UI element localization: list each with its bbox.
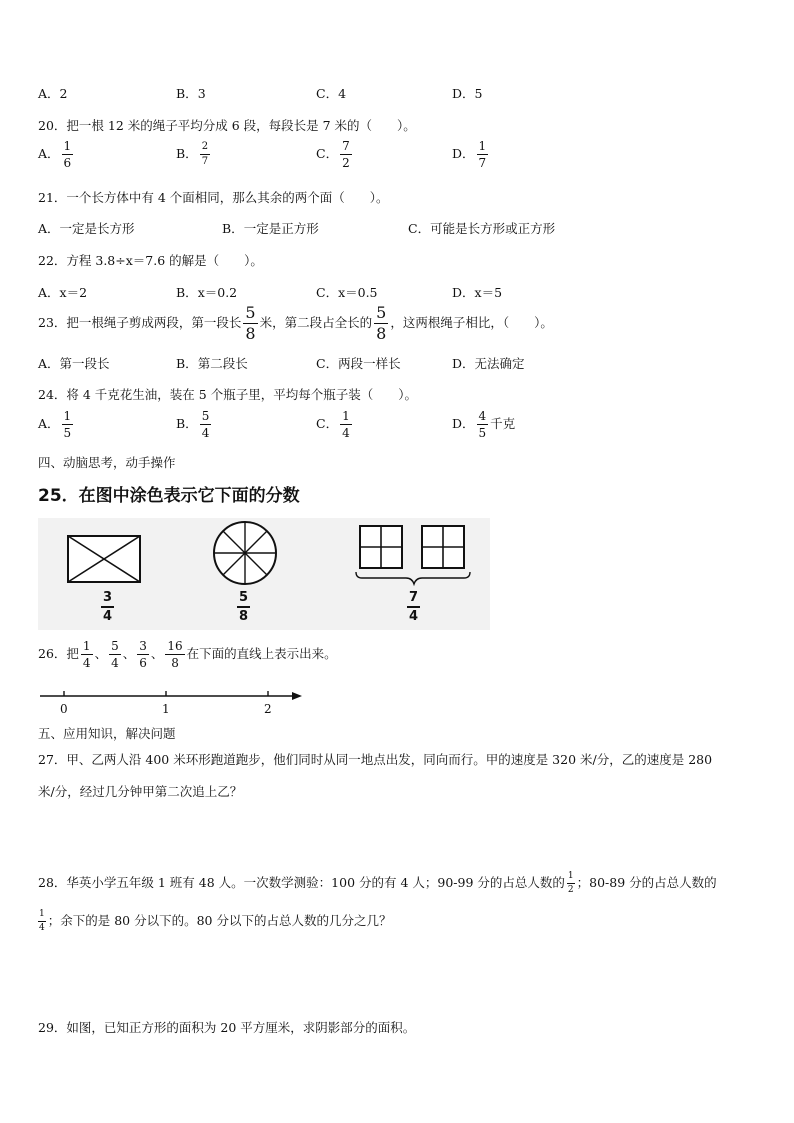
option-text: 两段一样长 <box>338 356 401 371</box>
numerator: 1 <box>567 872 575 884</box>
brace <box>356 572 470 584</box>
question-text: 米，第二段占全长的 <box>259 315 373 330</box>
option-letter: A． <box>38 86 60 101</box>
option-unit: 千克 <box>490 416 516 431</box>
q19-option-a <box>38 84 67 102</box>
numerator: 2 <box>200 142 210 155</box>
question-number: 23． <box>38 315 67 330</box>
q20-option-a <box>38 140 75 169</box>
option-letter: C． <box>316 416 339 431</box>
fraction <box>340 140 352 169</box>
circle-eight-parts[interactable] <box>214 522 276 584</box>
numerator: 1 <box>478 139 487 153</box>
square-four-parts-left[interactable] <box>360 526 402 568</box>
q23-option-b <box>176 354 248 372</box>
q24-stem <box>38 385 417 403</box>
section-five-heading: 五、应用知识，解决问题 <box>38 726 176 741</box>
denominator: 8 <box>239 609 249 624</box>
denominator: 8 <box>376 324 387 343</box>
fraction <box>62 410 74 439</box>
numerator: 3 <box>101 591 114 608</box>
q19-option-b <box>176 84 206 102</box>
option-text: 3 <box>197 86 206 101</box>
q23-stem <box>38 305 553 342</box>
q21-option-a <box>38 219 135 237</box>
q21-option-b <box>222 219 319 237</box>
option-text: 无法确定 <box>474 356 525 371</box>
denominator: 7 <box>201 156 209 167</box>
fraction <box>81 640 93 669</box>
tick-label-1: 1 <box>162 702 170 716</box>
numerator: 1 <box>342 409 350 423</box>
fraction <box>109 640 121 669</box>
fraction <box>477 410 489 439</box>
question-number: 24． <box>38 387 67 402</box>
fraction <box>243 305 257 342</box>
option-letter: B． <box>176 86 198 101</box>
option-letter: A． <box>38 356 60 371</box>
rectangle-with-diagonals[interactable] <box>68 536 140 582</box>
fraction <box>165 640 184 669</box>
numerator: 1 <box>63 409 72 423</box>
q25-figure-panel <box>38 518 490 630</box>
q24-option-a <box>38 410 75 439</box>
option-letter: B． <box>176 285 198 300</box>
denominator: 4 <box>409 609 419 624</box>
question-number: 26． <box>38 646 67 661</box>
option-letter: A． <box>38 416 60 431</box>
q28-line-2 <box>38 910 391 933</box>
q21-option-c <box>408 219 555 237</box>
fraction <box>200 410 212 439</box>
q25-title: 25．在图中涂色表示它下面的分数 <box>38 486 300 506</box>
fraction <box>200 142 210 167</box>
q20-option-d <box>452 140 490 169</box>
denominator: 5 <box>478 426 487 440</box>
question-number: 22． <box>38 253 67 268</box>
q22-option-a <box>38 283 87 301</box>
q25-label-rectangle <box>101 591 114 623</box>
option-letter: C． <box>316 285 339 300</box>
option-text: 第二段长 <box>197 356 248 371</box>
numerator: 1 <box>38 910 46 922</box>
numerator: 1 <box>63 139 72 153</box>
numerator: 5 <box>201 409 210 423</box>
question-text: 28．华英小学五年级 1 班有 48 人。一次数学测验：100 分的有 4 人；90-99 分的占总人数的 <box>38 875 565 890</box>
q28-line-1 <box>38 872 717 895</box>
question-text: ，这两根绳子相比，（ ）。 <box>390 315 553 330</box>
numerator: 4 <box>478 409 487 423</box>
option-letter: A． <box>38 221 60 236</box>
q19-option-d <box>452 84 482 102</box>
q25-label-circle <box>237 591 250 623</box>
fraction <box>38 910 46 933</box>
option-letter: D． <box>452 146 475 161</box>
q19-option-c <box>316 84 346 102</box>
numerator: 5 <box>237 591 250 608</box>
fraction <box>340 410 352 439</box>
option-letter: D． <box>452 356 475 371</box>
q22-option-b <box>176 283 237 301</box>
option-text: 4 <box>338 86 347 101</box>
q23-option-d <box>452 354 525 372</box>
numerator: 5 <box>245 303 256 322</box>
numerator: 3 <box>139 639 147 653</box>
q24-option-d <box>452 410 515 439</box>
separator: 、 <box>122 646 136 661</box>
option-letter: D． <box>452 86 475 101</box>
numerator: 7 <box>407 591 420 608</box>
option-letter: C． <box>408 221 431 236</box>
denominator: 8 <box>171 656 179 670</box>
option-letter: C． <box>316 356 339 371</box>
option-text: 一定是正方形 <box>243 221 319 236</box>
question-text: 一个长方体中有 4 个面相同，那么其余的两个面（ ）。 <box>66 190 389 205</box>
q22-option-d <box>452 283 502 301</box>
numerator: 16 <box>167 639 183 653</box>
option-text: 第一段长 <box>59 356 110 371</box>
denominator: 2 <box>342 156 350 170</box>
denominator: 8 <box>245 324 256 343</box>
numerator: 7 <box>342 139 350 153</box>
question-number: 20． <box>38 118 67 133</box>
separator: 、 <box>94 646 108 661</box>
option-letter: B． <box>176 146 198 161</box>
question-text: 把 <box>66 646 79 661</box>
q23-option-a <box>38 354 110 372</box>
option-text: 一定是长方形 <box>59 221 135 236</box>
q22-stem <box>38 251 263 269</box>
question-text: 把一根绳子剪成两段，第一段长 <box>66 315 242 330</box>
q25-label-squares <box>407 591 420 623</box>
denominator: 4 <box>342 426 350 440</box>
q29-stem: 29．如图，已知正方形的面积为 20 平方厘米，求阴影部分的面积。 <box>38 1020 416 1035</box>
q20-option-b <box>176 142 212 167</box>
numerator: 5 <box>376 303 387 322</box>
option-text: 2 <box>59 86 68 101</box>
question-text: 将 4 千克花生油，装在 5 个瓶子里，平均每个瓶子装（ ）。 <box>66 387 417 402</box>
option-text: 可能是长方形或正方形 <box>430 221 556 236</box>
option-letter: B． <box>176 416 198 431</box>
denominator: 4 <box>201 426 210 440</box>
fraction <box>62 140 74 169</box>
fraction <box>137 640 149 669</box>
denominator: 2 <box>567 885 574 895</box>
question-text: ；80-89 分的占总人数的 <box>576 875 717 890</box>
numerator: 5 <box>111 639 119 653</box>
tick-label-2: 2 <box>264 702 272 716</box>
question-number: 21． <box>38 190 67 205</box>
q20-option-c <box>316 140 354 169</box>
option-letter: C． <box>316 146 339 161</box>
q24-option-c <box>316 410 354 439</box>
denominator: 6 <box>139 656 147 670</box>
number-line[interactable] <box>36 688 306 718</box>
option-letter: A． <box>38 146 60 161</box>
fraction <box>477 140 489 169</box>
fraction <box>374 305 388 342</box>
option-text: x＝5 <box>474 285 503 300</box>
option-text: x＝2 <box>59 285 88 300</box>
numerator: 1 <box>82 639 91 653</box>
question-text: 在下面的直线上表示出来。 <box>186 646 337 661</box>
q21-stem <box>38 188 389 206</box>
q22-option-c <box>316 283 378 301</box>
square-four-parts-right[interactable] <box>422 526 464 568</box>
denominator: 5 <box>63 426 72 440</box>
option-letter: A． <box>38 285 60 300</box>
option-letter: B． <box>176 356 198 371</box>
denominator: 4 <box>111 656 119 670</box>
question-text: ；余下的是 80 分以下的。80 分以下的占总人数的几分之几？ <box>47 913 392 928</box>
option-text: 5 <box>474 86 483 101</box>
option-text: x＝0.5 <box>338 285 378 300</box>
option-letter: B． <box>222 221 244 236</box>
question-text: 把一根 12 米的绳子平均分成 6 段，每段长是 7 米的（ ）。 <box>66 118 416 133</box>
fraction <box>567 872 575 895</box>
question-text: 方程 3.8÷x＝7.6 的解是（ ）。 <box>66 253 263 268</box>
denominator: 7 <box>478 156 487 170</box>
option-letter: D． <box>452 285 475 300</box>
option-letter: D． <box>452 416 475 431</box>
q26-stem <box>38 640 337 669</box>
tick-label-0: 0 <box>60 702 68 716</box>
option-letter: C． <box>316 86 339 101</box>
q24-option-b <box>176 410 213 439</box>
denominator: 4 <box>39 923 45 933</box>
section-four-heading: 四、动脑思考，动手操作 <box>38 455 176 470</box>
denominator: 4 <box>103 609 113 624</box>
option-text: x＝0.2 <box>197 285 238 300</box>
q23-option-c <box>316 354 401 372</box>
q20-stem <box>38 116 416 134</box>
separator: 、 <box>150 646 164 661</box>
q27-line-2: 米/分，经过几分钟甲第二次追上乙？ <box>38 784 243 799</box>
denominator: 6 <box>63 156 72 170</box>
denominator: 4 <box>82 656 91 670</box>
q27-line-1: 27．甲、乙两人沿 400 米环形跑道跑步，他们同时从同一地点出发，同向而行。甲的速度是 320 米/分，乙的速度是 280 <box>38 752 713 767</box>
